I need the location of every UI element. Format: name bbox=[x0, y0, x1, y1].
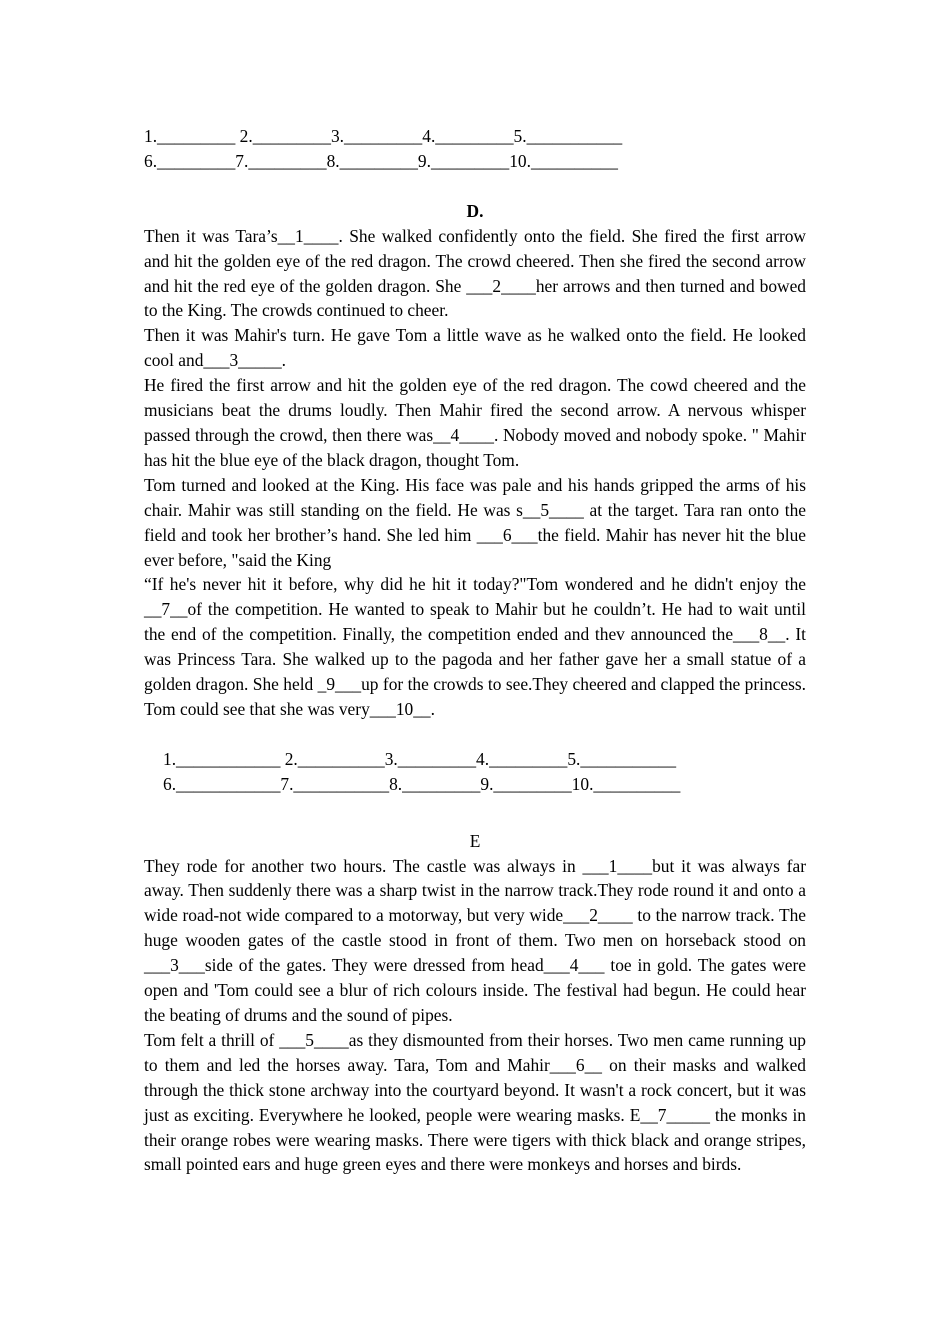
answer-line-1-5: 1._________ 2._________3._________4._________5.___________ bbox=[144, 126, 623, 146]
section-d-heading: D. bbox=[466, 200, 484, 221]
worksheet-page bbox=[144, 124, 806, 1177]
section-d-paragraph: Tom turned and looked at the King. His face was pale and his hands gripped the arms of his chair. Mahir was still standing on the field. He was s__5____ at the target. Tara ran onto the field and took her brother’s hand. She led him ___6___the field. Mahir has never hit the blue ever before, "said the King bbox=[144, 474, 806, 570]
section-d-paragraph: He fired the first arrow and hit the golden eye of the red dragon. The cowd cheered and the musicians beat the drums loudly. Then Mahir fired the second arrow. A nervous whisper passed through the crowd, then there was__4____. Nobody moved and nobody spoke. " Mahir has hit the blue eye of the black dragon, thought Tom. bbox=[144, 375, 806, 470]
answer-line-1-5: 1.____________ 2.__________3._________4._________5.___________ bbox=[163, 748, 677, 769]
section-d-answer-lines bbox=[144, 747, 806, 797]
section-e-paragraph: Tom felt a thrill of ___5____as they dismounted from their horses. Two men came running up to them and led the horses away. Tara, Tom and Mahir___6__ on their masks and walked through the thick stone archway into the courtyard beyond. It wasn't a rock concert, but it was just as exciting. Everywhere he looked, people were wearing masks. E__7_____ the monks in their orange robes were wearing masks. There were tigers with thick black and orange stripes, small pointed ears and huge green eyes and there were monkeys and horses and birds. bbox=[144, 1029, 806, 1175]
answer-line-6-10: 6.____________7.___________8._________9._________10.__________ bbox=[163, 773, 681, 794]
answer-line-6-10: 6._________7._________8._________9._________10.__________ bbox=[144, 150, 618, 171]
section-c-answer-lines bbox=[144, 124, 806, 174]
section-e-paragraph: They rode for another two hours. The castle was always in ___1____but it was always far away. Then suddenly there was a sharp twist in the narrow track.They rode round it and onto a wide road-not wide compared to a motorway, but very wide___2____ to the narrow track. The huge wooden gates of the castle stood in front of them. Two men on horseback stood on ___3___side of the gates. They were dressed from head___4___ toe in gold. The gates were open and 'Tom could see a blur of rich colours inside. The festival had begun. He could hear the beating of drums and the sound of pipes. bbox=[144, 855, 806, 1025]
section-d-paragraph: Then it was Tara’s__1____. She walked confidently onto the field. She fired the first arrow and hit the golden eye of the red dragon. The crowd cheered. Then she fired the second arrow and hit the red eye of the golden dragon. She ___2____her arrows and then turned and bowed to the King. The crowds continued to cheer. bbox=[144, 225, 806, 321]
spacer bbox=[144, 722, 806, 747]
section-d-paragraph: Then it was Mahir's turn. He gave Tom a little wave as he walked onto the field. He looked cool and___3_____. bbox=[144, 325, 806, 371]
section-e-passage bbox=[144, 854, 806, 1178]
section-d-passage bbox=[144, 224, 806, 722]
section-e-heading: E bbox=[469, 830, 481, 851]
section-d-paragraph: “If he's never hit it before, why did he hit it today?"Tom wondered and he didn't enjoy the __7__of the competition. He wanted to speak to Mahir but he couldn’t. He had to wait until the end of the competition. Finally, the competition ended and thev announced the___8__. It was Princess Tara. She walked up to the pagoda and her father gave her a small statue of a golden dragon. She held _9___up for the crowds to see.They cheered and clapped the princess. Tom could see that she was very___10__. bbox=[144, 574, 806, 719]
